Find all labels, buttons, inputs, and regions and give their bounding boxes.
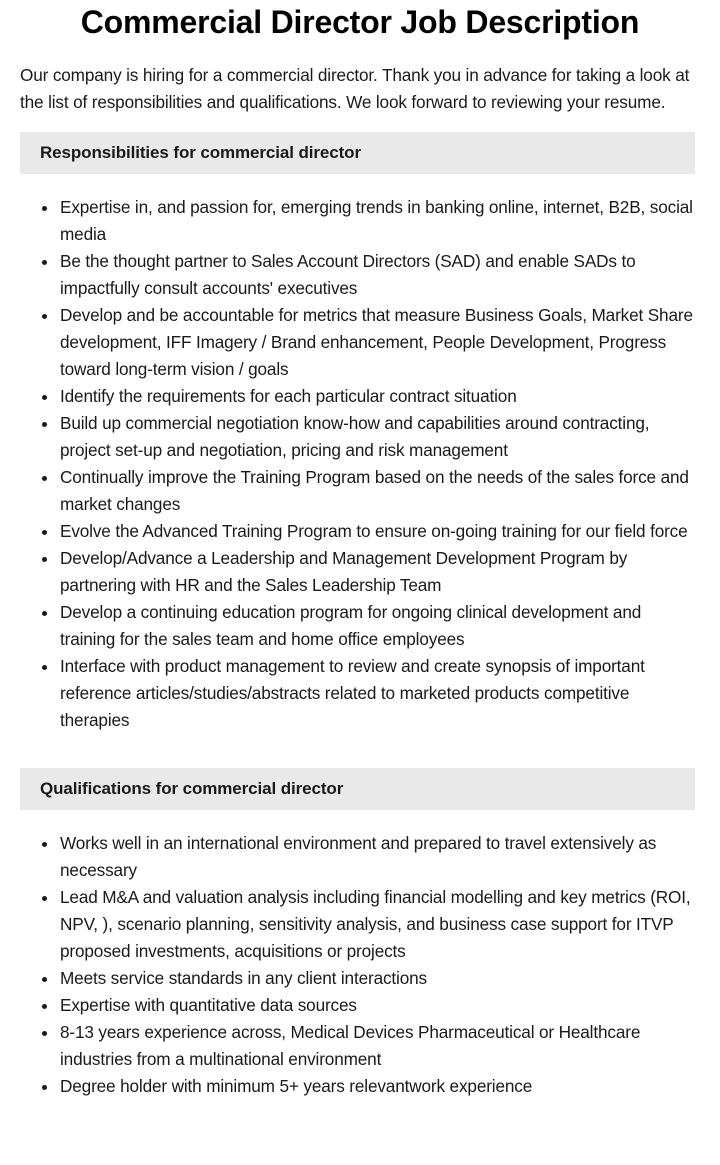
list-item [60,383,695,410]
list-item-text: Develop/Advance a Leadership and Management Development Program by partnering with HR and the Sales Leadership Team [60,548,628,595]
list-item-text: Lead M&A and valuation analysis including financial modelling and key metrics (ROI, NPV, ), scenario planning, sensitivity analysis, and business case support for ITVP proposed investments, acquisitions or projects [60,887,691,961]
bullet-icon [42,206,47,211]
list-item [60,302,695,383]
bullet-icon [42,260,47,265]
bullet-icon [42,476,47,481]
bullet-icon [42,665,47,670]
bullet-icon [42,896,47,901]
list-item-text: Expertise with quantitative data sources [60,995,357,1015]
list-item [60,545,695,599]
list-item [60,1073,695,1100]
responsibilities-heading: Responsibilities for commercial director [20,132,695,174]
list-item [60,830,695,884]
list-item-text: Develop and be accountable for metrics that measure Business Goals, Market Share development, IFF Imagery / Brand enhancement, People Development, Progress toward long-term vision / goals [60,305,693,379]
list-item [60,653,695,734]
list-item [60,248,695,302]
bullet-icon [42,1085,47,1090]
list-item-text: Interface with product management to review and create synopsis of important reference articles/studies/abstracts related to marketed products competitive therapies [60,656,645,730]
list-item [60,599,695,653]
list-item-text: Build up commercial negotiation know-how and capabilities around contracting, project set-up and negotiation, pricing and risk management [60,413,650,460]
bullet-icon [42,1031,47,1036]
bullet-icon [42,842,47,847]
list-item [60,1019,695,1073]
list-item [60,464,695,518]
qualifications-heading: Qualifications for commercial director [20,768,695,810]
list-item-text: Expertise in, and passion for, emerging trends in banking online, internet, B2B, social media [60,197,693,244]
bullet-icon [42,395,47,400]
bullet-icon [42,1004,47,1009]
list-item [60,965,695,992]
list-item-text: Be the thought partner to Sales Account Directors (SAD) and enable SADs to impactfully consult accounts' executives [60,251,636,298]
bullet-icon [42,530,47,535]
list-item-text: Continually improve the Training Program based on the needs of the sales force and market changes [60,467,689,514]
bullet-icon [42,977,47,982]
qualifications-list [20,830,695,1100]
intro-paragraph: Our company is hiring for a commercial director. Thank you in advance for taking a look at the list of responsibilities and qualifications. We look forward to reviewing your resume. [20,65,690,112]
bullet-icon [42,557,47,562]
list-item [60,194,695,248]
list-item-text: Degree holder with minimum 5+ years relevantwork experience [60,1076,533,1096]
list-item [60,410,695,464]
list-item-text: Evolve the Advanced Training Program to ensure on-going training for our field force [60,521,688,541]
list-item-text: 8-13 years experience across, Medical Devices Pharmaceutical or Healthcare industries from a multinational environment [60,1022,641,1069]
list-item [60,518,695,545]
bullet-icon [42,611,47,616]
bullet-icon [42,422,47,427]
page-title: Commercial Director Job Description [80,4,640,40]
section-spacer [20,734,695,752]
list-item [60,884,695,965]
list-item-text: Identify the requirements for each particular contract situation [60,386,517,406]
responsibilities-list [20,194,695,734]
list-item-text: Develop a continuing education program for ongoing clinical development and training for the sales team and home office employees [60,602,642,649]
list-item [60,992,695,1019]
list-item-text: Works well in an international environment and prepared to travel extensively as necessary [60,833,657,880]
list-item-text: Meets service standards in any client interactions [60,968,427,988]
bullet-icon [42,314,47,319]
